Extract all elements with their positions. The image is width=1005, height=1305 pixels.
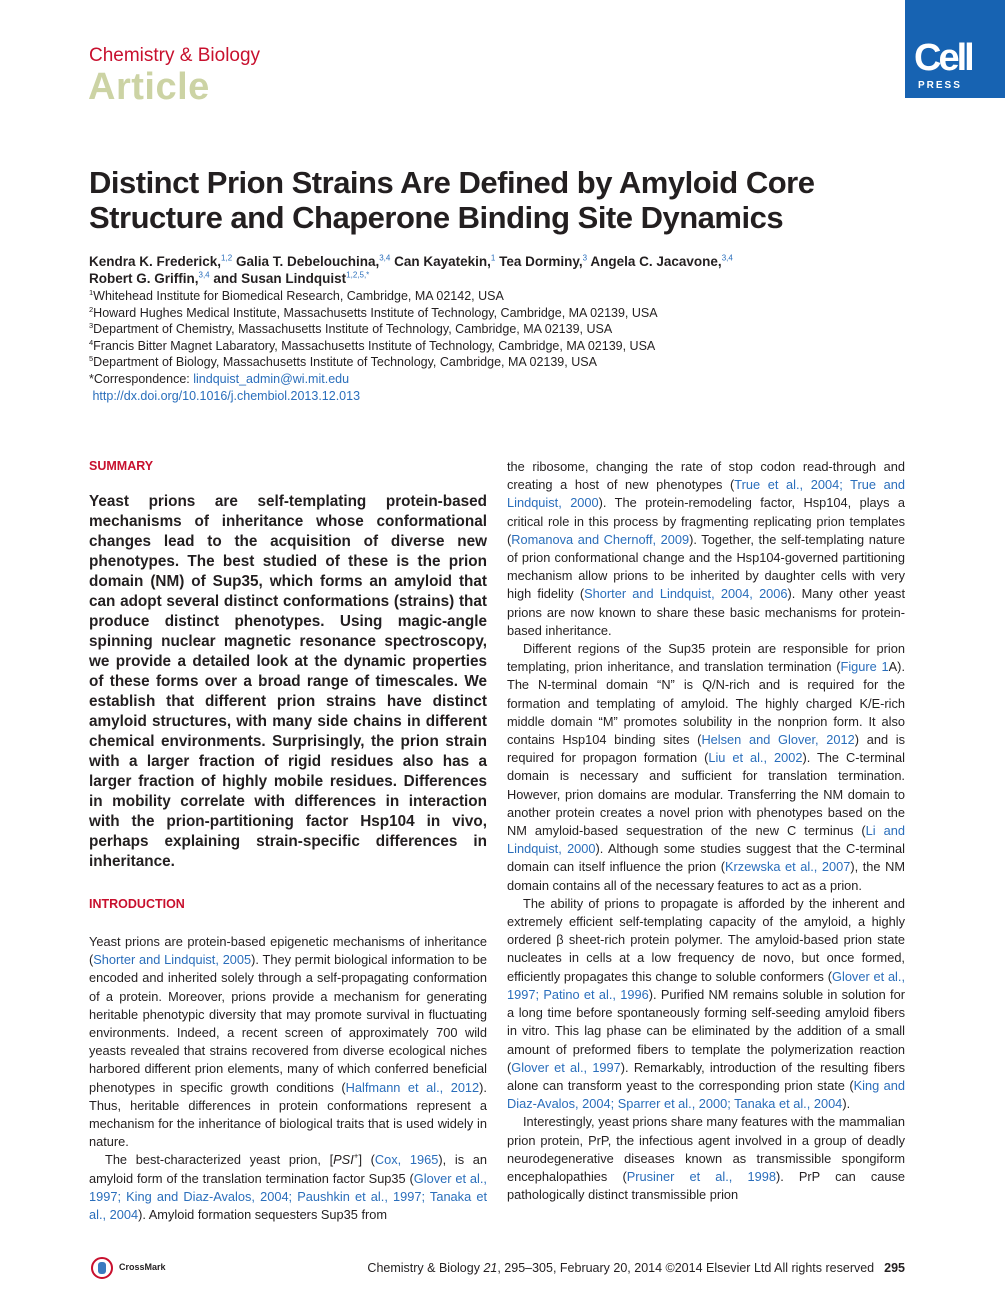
citation-link[interactable]: Liu et al., 2002 xyxy=(708,750,803,766)
affiliation-line: $^1$Whitehead Institute for Biomedical Research, Cambridge, MA 02142, USA xyxy=(89,287,504,303)
page-footer xyxy=(89,1256,905,1280)
citation-link[interactable]: Figure 1 xyxy=(840,659,889,675)
article-type: Article xyxy=(88,66,210,108)
affiliation-line: $^5$Department of Biology, Massachusetts Institute of Technology, Cambridge, MA 02139, USA xyxy=(89,354,597,370)
body-text: ). Purified NM remains soluble in solution for a long time before spontaneously forming self-seeding amyloid fibers in vitro. This lag phase can be eliminated by the addition of a small amount of preformed fibers to template the polymerization reaction ( xyxy=(507,986,905,1075)
affiliation-line: $^2$Howard Hughes Medical Institute, Massachusetts Institute of Technology, Cambridge, MA 02139, USA xyxy=(89,304,658,320)
author-affiliation-mark[interactable]: 1,2 xyxy=(221,253,233,263)
citation-link[interactable]: Cox, 1965 xyxy=(374,1152,439,1168)
body-text: ). The C-terminal domain is necessary and sufficient for translation termination. However, prion domains are modular. Transferring the NM domain to another protein creates a novel prion with phenotypes based on the NM amyloid-based sequestration of the new C terminus ( xyxy=(507,750,906,839)
paragraph xyxy=(507,640,905,895)
citation-line: Chemistry & Biology 21, 295–305, February 20, 2014 ©2014 Elsevier Ltd All rights reserved 295 xyxy=(367,1261,905,1275)
citation-link[interactable]: King and Diaz-Avalos, 2004; Sparrer et al., 2000; Tanaka et al., 2004 xyxy=(507,1077,906,1112)
body-text: The ability of prions to propagate is afforded by the inherent and extremely efficient self-templating capacity of the amyloid, a highly ordered β sheet-rich protein polymer. The amyloid-based prion state nucleates in cells at a low frequency de novo, but once formed, efficiently propagates this change to soluble conformers ( xyxy=(507,895,905,984)
affiliations xyxy=(89,288,658,404)
article-title: Distinct Prion Strains Are Defined by Amyloid Core Structure and Chaperone Binding Site Dynamics xyxy=(89,165,815,235)
right-column-body xyxy=(507,458,905,1204)
body-text: ). Thus, heritable differences in protein conformations represent a mechanism for the inheritance of biological traits that is used widely in nature. xyxy=(89,1079,487,1150)
doi-link[interactable]: http://dx.doi.org/10.1016/j.chembiol.2013.12.013 xyxy=(92,388,361,403)
author-name: Tea Dorminy, xyxy=(499,254,583,269)
citation-link[interactable]: Glover et al., 1997 xyxy=(511,1059,621,1075)
volume-number: 21 xyxy=(483,1261,498,1275)
summary-text: Yeast prions are self-templating protein-based mechanisms of inheritance whose conformational changes lead to the acquisition of diverse new phenotypes. The best studied of these is the prion domain (NM) of Sup35, which forms an amyloid that can adopt several distinct conformations (strains) that produce distinct phenotypes. Using magic-angle spinning nuclear magnetic resonance spectroscopy, we provide a detailed look at the dynamic properties of these forms over a broad range of timescales. We establish that different prion strains have distinct amyloid structures, with many side chains in different chemical environments. Surprisingly, the prion strain with a larger fraction of rigid residues also has a larger fraction of highly mobile residues. Differences in mobility correlate with differences in interaction with the prion-partitioning factor Hsp104 in vivo, perhaps explaining strain-specific differences in inheritance. xyxy=(89,493,487,870)
citation-link[interactable]: Helsen and Glover, 2012 xyxy=(701,732,855,748)
body-text: ). Together, the self-templating nature of prion conformational change and the Hsp104-governed partitioning mechanism allow prions to be inherited by daughter cells with very high fidelity ( xyxy=(507,531,906,602)
cell-press-logo[interactable] xyxy=(905,0,1005,98)
logo-main-text: Cell xyxy=(914,37,972,79)
body-text: ). Many other yeast prions are now known to share these basic mechanisms for protein-based inheritance. xyxy=(507,586,906,638)
crossmark-label: CrossMark xyxy=(119,1262,166,1272)
left-column-body xyxy=(89,933,487,1224)
citation-link[interactable]: Prusiner et al., 1998 xyxy=(626,1168,776,1184)
citation-link[interactable]: Romanova and Chernoff, 2009 xyxy=(511,531,690,547)
page-number: 295 xyxy=(884,1261,905,1275)
author-name: and Susan Lindquist xyxy=(213,271,347,286)
author-affiliation-mark[interactable]: 1,2,5,* xyxy=(346,270,370,280)
author-affiliation-mark[interactable]: 3,4 xyxy=(198,270,210,280)
body-text: ). Amyloid formation sequesters Sup35 from xyxy=(138,1207,388,1223)
author-affiliation-mark[interactable]: 3 xyxy=(582,253,588,263)
citation-link[interactable]: True et al., 2004; True and Lindquist, 2000 xyxy=(507,477,906,511)
author-affiliation-mark[interactable]: 3,4 xyxy=(379,253,391,263)
body-text: ), is an amyloid form of the translation termination factor Sup35 ( xyxy=(89,1152,487,1186)
citation-link[interactable]: Krzewska et al., 2007 xyxy=(725,859,851,875)
paragraph xyxy=(507,1113,905,1204)
crossmark-icon xyxy=(91,1257,113,1279)
paragraph xyxy=(89,933,487,1151)
summary-heading: SUMMARY xyxy=(89,459,154,473)
paragraph xyxy=(507,895,905,1113)
author-name: Galia T. Debelouchina, xyxy=(235,254,380,269)
citation-link[interactable]: Shorter and Lindquist, 2004, 2006 xyxy=(584,586,788,602)
author-list xyxy=(89,253,909,287)
citation-link[interactable]: Glover et al., 1997; King and Diaz-Avalos, 2004; Paushkin et al., 1997; Tanaka et al., 2004 xyxy=(89,1170,487,1223)
author-name: Angela C. Jacavone, xyxy=(590,254,722,269)
body-text: Interestingly, yeast prions share many features with the mammalian prion protein, PrP, the infectious agent involved in a group of deadly neurodegenerative diseases known as transmissible spongiform encephalopathies ( xyxy=(507,1114,905,1184)
body-text: The best-characterized yeast prion, [ xyxy=(105,1152,334,1168)
citation-link[interactable]: Shorter and Lindquist, 2005 xyxy=(93,952,252,968)
journal-name: Chemistry & Biology xyxy=(89,45,261,66)
doi-line xyxy=(89,388,658,405)
body-text: ). xyxy=(842,1096,851,1112)
correspondence-line: *Correspondence: lindquist_admin@wi.mit.edu xyxy=(89,371,350,386)
body-text: ). PrP can cause pathologically distinct transmissible prion xyxy=(507,1168,905,1203)
citation-link[interactable]: Halfmann et al., 2012 xyxy=(345,1079,480,1095)
author-affiliation-mark[interactable]: 3,4 xyxy=(721,253,733,263)
body-text: ). They permit biological information to be encoded and inherited solely through a self-propagating conformation of a protein. Moreover, prions provide a mechanism for generating heritable phenotypic diversity that may promote survival in fluctuating environments. Indeed, a recent screen of approximately 700 wild yeasts revealed that strains recovered from diverse ecological niches harbored different prion elements, many of which conferred beneficial phenotypes in specific growth conditions ( xyxy=(89,952,487,1095)
introduction-heading: INTRODUCTION xyxy=(89,897,185,911)
body-text: ) and is required for propagon formation ( xyxy=(507,732,906,766)
citation-link[interactable]: Li and Lindquist, 2000 xyxy=(507,823,905,857)
body-text: Yeast prions are protein-based epigenetic mechanisms of inheritance ( xyxy=(89,934,487,968)
body-text: ), the NM domain contains all of the necessary features to act as a prion. xyxy=(507,859,905,893)
affiliation-line: $^4$Francis Bitter Magnet Labaratory, Massachusetts Institute of Technology, Cambridge, MA 02139, USA xyxy=(89,337,656,353)
author-name: Robert G. Griffin, xyxy=(89,271,199,286)
body-text: ). Although some studies suggest that the C-terminal domain can itself influence the prion ( xyxy=(507,841,906,875)
body-text: ). The protein-remodeling factor, Hsp104, plays a critical role in this process by fragmenting replicating prion templates ( xyxy=(507,495,905,547)
affiliation-line: $^3$Department of Chemistry, Massachusetts Institute of Technology, Cambridge, MA 02139, USA xyxy=(89,321,613,337)
body-text: PSI xyxy=(333,1152,354,1168)
logo-sub-text: PRESS xyxy=(918,80,962,91)
correspondence-email-link[interactable]: lindquist_admin@wi.mit.edu xyxy=(193,371,350,386)
paragraph xyxy=(89,1151,487,1224)
body-text: + xyxy=(353,1152,359,1162)
crossmark-badge[interactable] xyxy=(89,1256,169,1280)
author-name: Can Kayatekin, xyxy=(394,254,491,269)
body-text: ] ( xyxy=(358,1152,375,1168)
citation-link[interactable]: Glover et al., 1997; Patino et al., 1996 xyxy=(507,968,906,1002)
author-name: Kendra K. Frederick, xyxy=(89,254,222,269)
body-text: ). Remarkably, introduction of the resulting fibers alone can transform yeast to the corresponding prion state ( xyxy=(507,1059,906,1093)
author-affiliation-mark[interactable]: 1 xyxy=(490,253,496,263)
body-text: A). The N-terminal domain “N” is Q/N-rich and is required for the formation and templating of amyloid. The highly charged K/E-rich middle domain “M” promotes solubility in the nonprion form. It also contains Hsp104 binding sites ( xyxy=(507,659,905,748)
paragraph xyxy=(507,458,905,640)
body-text: the ribosome, changing the rate of stop codon read-through and creating a host of new phenotypes ( xyxy=(507,459,905,493)
body-text: Different regions of the Sup35 protein are responsible for prion templating, prion inheritance, and translation termination ( xyxy=(507,641,905,675)
